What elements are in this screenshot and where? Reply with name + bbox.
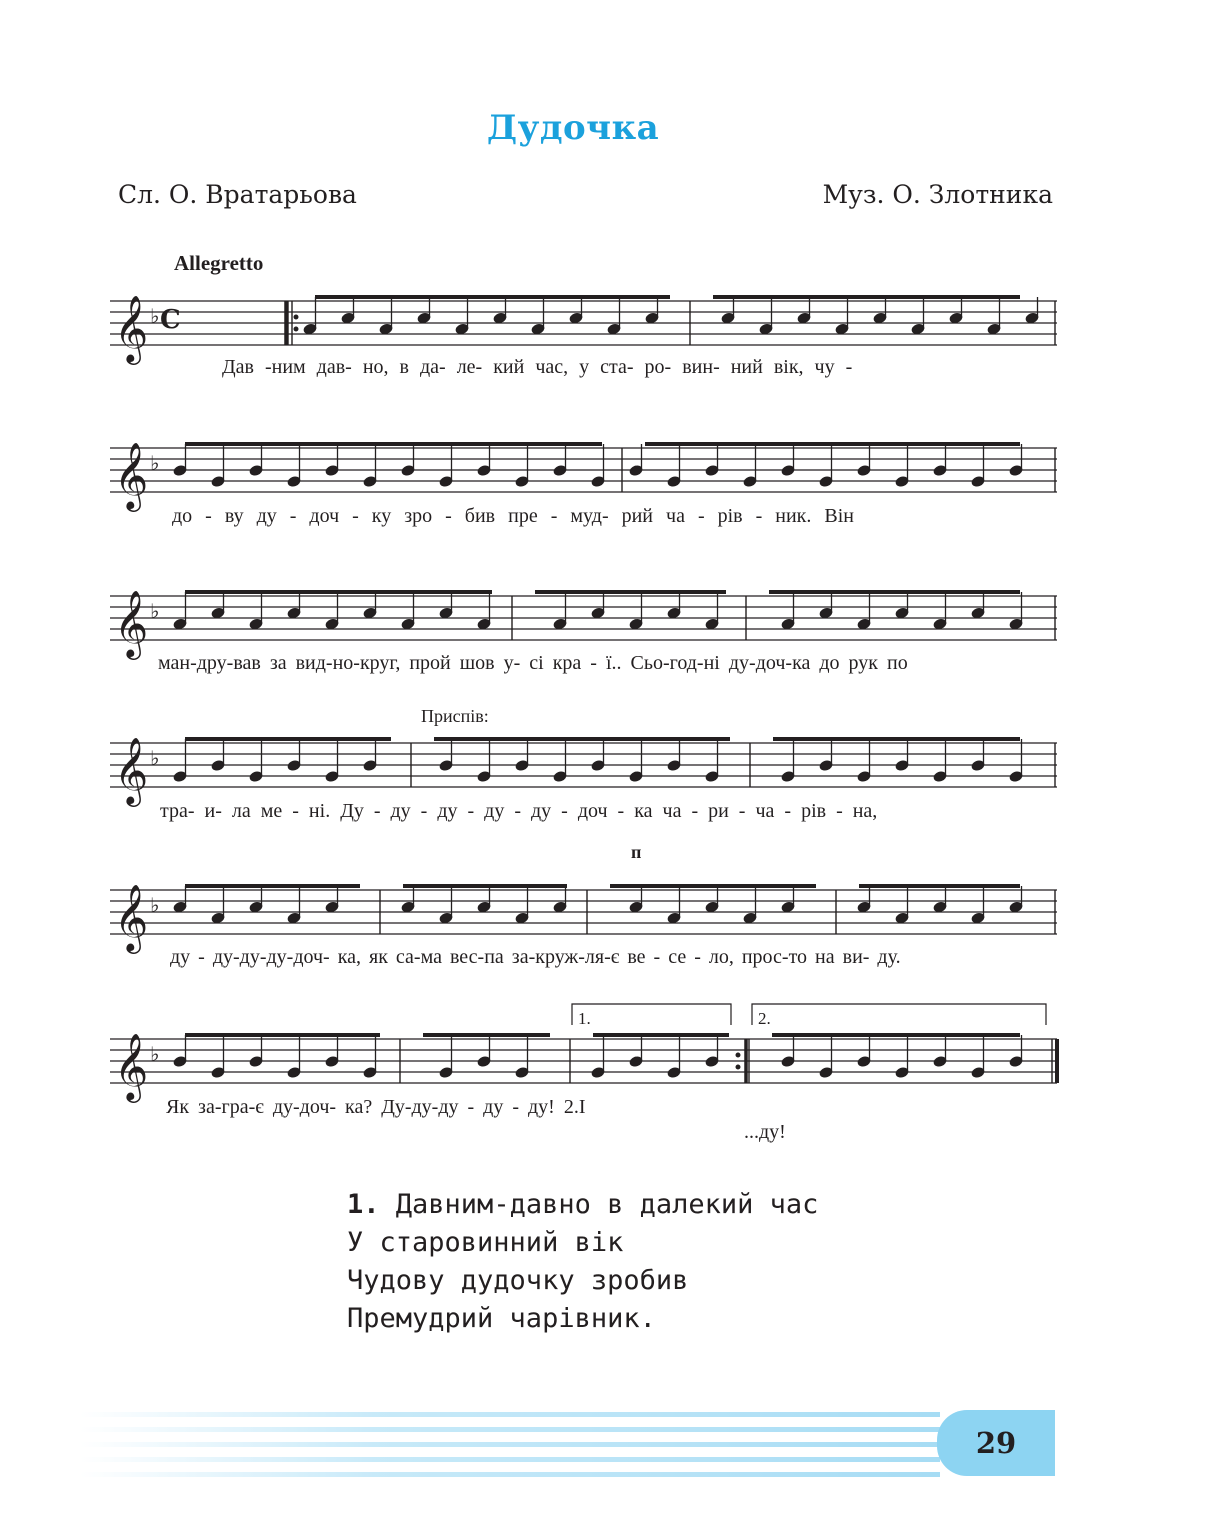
- repeat-dot: [736, 1053, 740, 1057]
- verse-line-1: 1. Давним-давно в далекий час: [347, 1189, 819, 1220]
- lyric-line-3: ман-дру-вав за вид-но-круг, прой шов у- сі кра - ї.. Сьо-год-ні ду-доч-ка до рук по: [158, 652, 908, 674]
- composer-credit: Муз. О. Злотника: [822, 180, 1053, 209]
- dynamic-marking: п: [631, 842, 642, 862]
- verse-line-2: У старовинний вік: [347, 1227, 624, 1258]
- page-number: 29: [937, 1410, 1055, 1476]
- first-ending-label: 1.: [578, 1009, 591, 1028]
- flat-sign-icon: ♭: [150, 599, 160, 623]
- repeat-dot: [294, 315, 298, 319]
- lyric-line-6: Як за-гра-є ду-доч- ка? Ду-ду-ду - ду - ду! 2.І: [166, 1096, 586, 1118]
- flat-sign-icon: ♭: [150, 746, 160, 770]
- treble-clef-icon: 𝄞: [114, 883, 149, 951]
- flat-sign-icon: ♭: [150, 893, 160, 917]
- flat-sign-icon: ♭: [150, 1042, 160, 1066]
- ending-lyric: ...ду!: [744, 1121, 786, 1143]
- verse-line-3: Чудову дудочку зробив: [347, 1265, 689, 1296]
- lyricist-credit: Сл. О. Вратарьова: [118, 180, 357, 209]
- chorus-label: Приспів:: [421, 706, 489, 726]
- verse-number: 1.: [347, 1189, 380, 1220]
- verse-line-4: Премудрий чарівник.: [347, 1303, 656, 1334]
- lyric-line-4: тра- и- ла ме - ні. Ду - ду - ду - ду - ду - доч - ка ча - ри - ча - рів - на,: [160, 800, 878, 822]
- treble-clef-icon: 𝄞: [114, 589, 149, 657]
- first-ending-bracket: [572, 1004, 731, 1025]
- flat-sign-icon: ♭: [150, 451, 160, 475]
- lyric-line-2: до - ву ду - доч - ку зро - бив пре - муд- рий ча - рів - ник. Він: [172, 505, 854, 527]
- repeat-dot: [736, 1065, 740, 1069]
- flat-sign-icon: ♭: [150, 304, 160, 328]
- treble-clef-icon: 𝄞: [114, 736, 149, 804]
- repeat-dot: [294, 327, 298, 331]
- treble-clef-icon: 𝄞: [114, 441, 149, 509]
- treble-clef-icon: 𝄞: [114, 1032, 149, 1100]
- second-ending-bracket: [752, 1004, 1046, 1025]
- common-time-icon: C: [160, 305, 181, 335]
- song-title: Дудочка: [486, 108, 660, 148]
- lyric-line-1: Дав -ним дав- но, в да- ле- кий час, у ста- ро- вин- ний вік, чу -: [222, 356, 853, 378]
- verse-text: [347, 1186, 818, 1338]
- lyric-line-5: ду - ду-ду-ду-доч- ка, як са-ма вес-па за-круж-ля-є ве - се - ло, прос-то на ви- ду.: [170, 946, 901, 968]
- treble-clef-icon: 𝄞: [114, 294, 149, 362]
- tempo-marking: Allegretto: [174, 251, 264, 275]
- second-ending-label: 2.: [758, 1009, 771, 1028]
